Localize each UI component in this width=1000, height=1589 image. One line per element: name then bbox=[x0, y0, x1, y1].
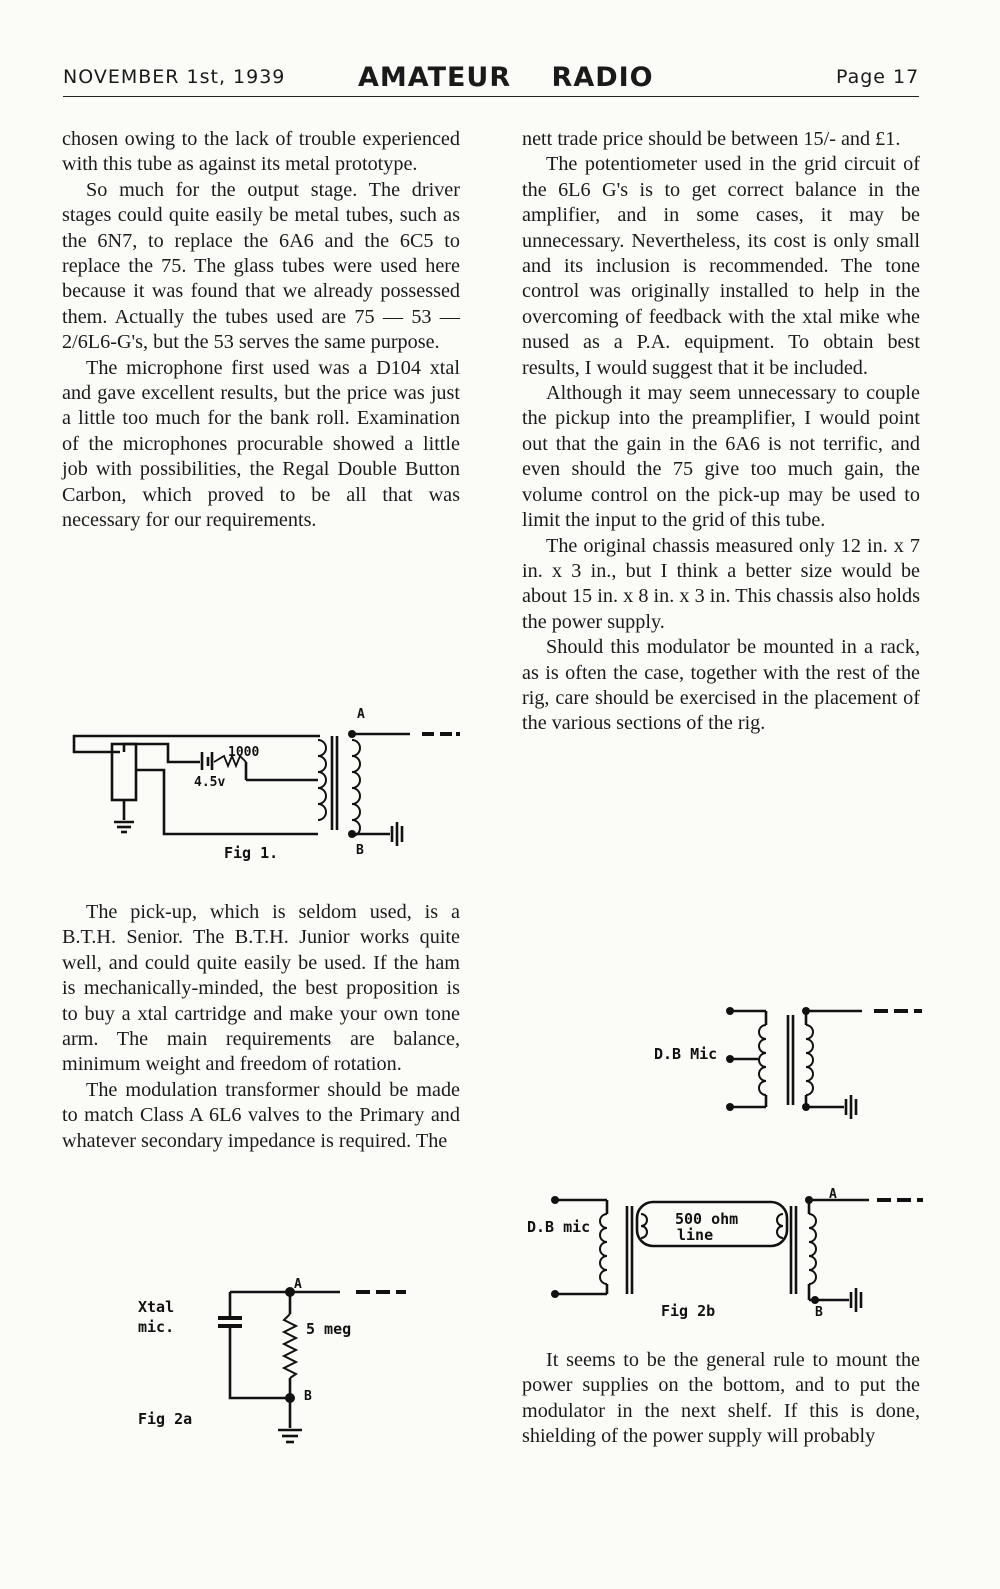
paragraph: The modulation transformer should be made to match Class A 6L6 valves to the Primary and whatever secondary impedance is required. The bbox=[62, 1078, 460, 1152]
magazine-title: AMATEUR RADIO bbox=[358, 62, 654, 93]
line-label-2: line bbox=[677, 1226, 714, 1244]
paragraph: The original chassis measured only 12 in. x 7 in. x 3 in., but I think a better size would be about 15 in. x 8 in. x 3 in. This chassis also holds the power supply. bbox=[522, 534, 920, 633]
mic-label-line1: Xtal bbox=[138, 1298, 175, 1316]
paragraph: chosen owing to the lack of trouble experienced with this tube as against its metal prototype. bbox=[62, 128, 460, 176]
left-column-top bbox=[62, 127, 460, 534]
right-column-bottom bbox=[522, 1348, 920, 1450]
figure-1-schematic bbox=[60, 700, 480, 860]
paragraph: The microphone first used was a D104 xtal and gave excellent results, but the price was just a little too much for the bank roll. Examination of the microphones procurable showed a little job with possibilities, the Regal Double Button Carbon, which proved to be all that was necessary for our requirements. bbox=[62, 356, 460, 532]
label-b: B bbox=[304, 1389, 312, 1404]
paragraph: So much for the output stage. The driver stages could quite easily be metal tubes, such as the 6N7, to replace the 6A6 and the 6C5 to replace the 75. The glass tubes were used here because it was found that we already possessed them. Actually the tubes used are 75 — 53 — 2/6L6-G's, but the 53 serves the same purpose. bbox=[62, 178, 460, 354]
paragraph: Should this modulator be mounted in a rack, as is often the case, together with the rest of the rig, care should be exercised in the placement of the various sections of the rig. bbox=[522, 636, 920, 735]
resistor-label: 5 meg bbox=[306, 1320, 352, 1338]
label-a: A bbox=[294, 1277, 302, 1292]
figure-2b-schematic bbox=[525, 1180, 945, 1320]
figure-caption: Fig 2b bbox=[661, 1302, 716, 1320]
paragraph: Although it may seem unnecessary to couple the pickup into the preamplifier, I would point out that the gain in the 6A6 is not terrific, and even should the 75 give too much gain, the volume control on the pick-up may be used to limit the input to the grid of this tube. bbox=[522, 382, 920, 532]
paragraph: nett trade price should be between 15/- and £1. bbox=[522, 128, 901, 150]
mic-label: D.B Mic bbox=[654, 1045, 718, 1063]
header-rule bbox=[63, 96, 919, 97]
page-number: Page 17 bbox=[836, 66, 920, 88]
issue-date: NOVEMBER 1st, 1939 bbox=[63, 66, 286, 88]
label-a: A bbox=[357, 707, 365, 722]
figure-caption: Fig 1. bbox=[224, 844, 279, 862]
resistor-label: 1000 bbox=[228, 745, 260, 760]
right-column-top bbox=[522, 127, 920, 737]
battery-label: 4.5v bbox=[194, 775, 226, 790]
mic-label-line2: mic. bbox=[138, 1318, 175, 1336]
label-a: A bbox=[829, 1187, 837, 1202]
mic-label: D.B mic bbox=[527, 1218, 591, 1236]
figure-caption: Fig 2a bbox=[138, 1410, 193, 1428]
left-column-bottom bbox=[62, 900, 460, 1154]
paragraph: It seems to be the general rule to mount the power supplies on the bottom, and to put the modulator in the next shelf. If this is done, shielding of the power supply will probably bbox=[522, 1349, 920, 1448]
paragraph: The pick-up, which is seldom used, is a B.T.H. Senior. The B.T.H. Junior works quite well, and could quite easily be used. If the ham is mechanically-minded, the best proposition is to buy a xtal cartridge and make your own tone arm. The main requirements are balance, minimum weight and freedom of rotation. bbox=[62, 901, 460, 1076]
paragraph: The potentiometer used in the grid circuit of the 6L6 G's is to get correct balance in the amplifier, and in some cases, it may be unnecessary. Nevertheless, its cost is only small and its inclusion is recommended. The tone control was originally installed to help in the overcoming of feedback with the xtal mike whe nused as a P.A. equipment. To obtain best results, I would suggest that it be included. bbox=[522, 153, 920, 379]
line-label-1: 500 ohm bbox=[675, 1210, 739, 1228]
db-mic-transformer-schematic bbox=[648, 995, 968, 1135]
label-b: B bbox=[815, 1305, 823, 1320]
label-b: B bbox=[356, 843, 364, 858]
figure-2a-schematic bbox=[130, 1278, 450, 1468]
